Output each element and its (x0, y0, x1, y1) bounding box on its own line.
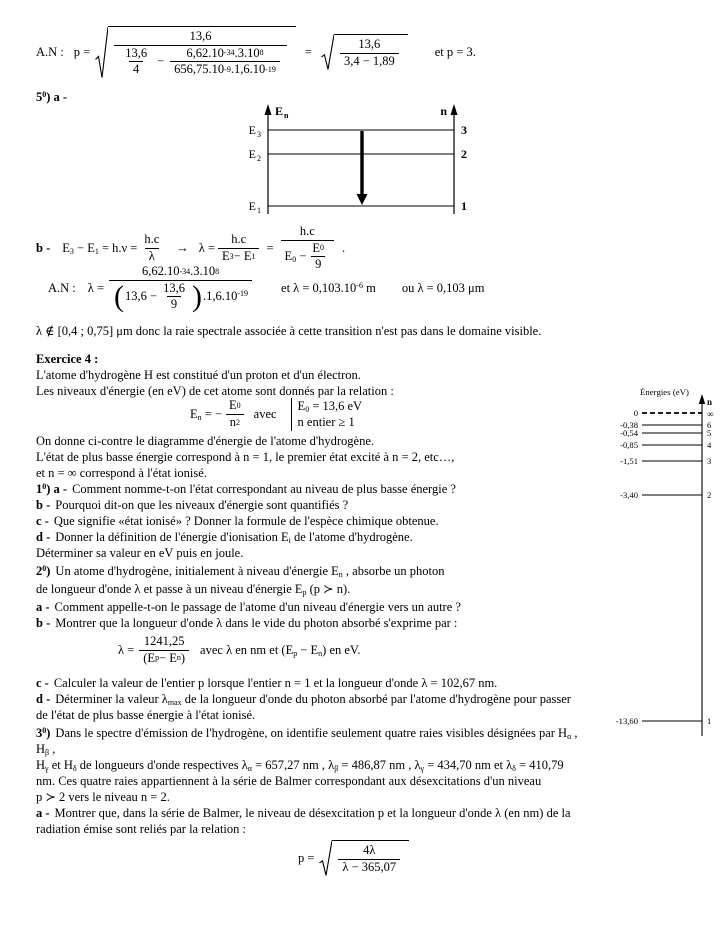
question-2d-suite: de l'état de plus basse énergie à l'état ionisé. (36, 708, 256, 722)
avec-label: avec (253, 406, 277, 421)
question-1d: d - Donner la définition de l'énergie d'ionisation $E_i$ de l'atome d'hydrogène. (36, 530, 413, 545)
question-3-line4: nm. Ces quatre raies appartiennent à la série de Balmer correspondant aux désexcitations d'un niveau (36, 774, 542, 788)
svg-text:E: E (248, 199, 256, 213)
svg-text:2: 2 (257, 154, 261, 163)
right-paren: ) (191, 279, 202, 313)
p-equals: p = (73, 44, 91, 59)
question-3-line5: p ≻ 2 vers le niveau n = 2. (36, 790, 170, 804)
svg-text:6: 6 (707, 420, 712, 430)
formula-lambda-1241 (118, 634, 360, 666)
question-2-intro: $2^0$) Un atome d'hydrogène, initialement à niveau d'énergie $E_n$ , absorbe un photon (36, 564, 445, 579)
radicand (334, 34, 408, 70)
equals-sign: = (304, 44, 312, 59)
svg-text:2: 2 (461, 147, 467, 161)
line-not-visible: λ ∉ [0,4 ; 0,75] μm donc la raie spectrale associée à cette transition n'est pas dans le domaine visible. (36, 324, 542, 338)
period: . (342, 240, 346, 255)
lambda-equals: λ = (87, 280, 105, 295)
result-text: et p = 3. (434, 44, 476, 59)
diag1-n-label: n (440, 104, 447, 118)
hc-over-e0: h.c $E_0$ − E 0 9 (281, 224, 334, 273)
an2-denominator: ( 13,6 − $\frac{13,6}{9}$ ) $.1,6.10^{-19}$ (109, 280, 252, 313)
question-2c: c - Calculer la valeur de l'entier p lorsque l'entier n = 1 et la longueur d'onde λ = 102,67 nm. (36, 676, 498, 690)
equals-sign: = (266, 240, 274, 255)
question-5a-marker: $5^0$) a - (36, 90, 68, 104)
svg-text:1: 1 (257, 206, 261, 215)
sqrt-radical-balmer (319, 840, 409, 876)
inner-13-6-over-9: $\frac{13,6}{9}$ (163, 280, 185, 312)
question-2-intro-suite: de longueur d'onde λ et passe à un niveau d'énergie $E_p$ (p ≻ n). (36, 582, 351, 597)
question-3-line2: $H_\beta$ , (36, 742, 56, 757)
svg-text:E: E (248, 147, 256, 161)
outer-fraction-den (114, 45, 287, 78)
line-atome: L'atome d'hydrogène H est constitué d'un proton et d'un électron. (36, 368, 361, 382)
line-n-infini: et n = ∞ correspond à l'état ionisé. (36, 466, 207, 480)
energy-transition-diagram (228, 102, 478, 220)
lhs-expression: $E_3 - E_1 = h.\nu$ = (62, 240, 138, 256)
e0-over-9: E 0 9 (312, 240, 325, 272)
hc-over-lambda: $\frac{h.c}{\lambda}$ (144, 232, 160, 263)
svg-text:∞: ∞ (707, 409, 714, 419)
svg-text:-0,85: -0,85 (620, 440, 638, 450)
lambda-equals: λ = (118, 642, 135, 657)
an-label: A.N : (48, 280, 76, 295)
en-lhs: $E_n$ = − (190, 406, 222, 422)
formula-en-relation (190, 398, 362, 431)
b-marker: b - (36, 240, 51, 255)
radical-icon (319, 840, 332, 876)
line-etat-basse: L'état de plus basse énergie correspond à n = 1, le premier état excité à n = 2, etc…, (36, 450, 455, 464)
an-label: A.N : (36, 44, 64, 59)
condition-n: n entier ≥ 1 (297, 415, 355, 430)
radicand (108, 26, 296, 79)
svg-text:-0,38: -0,38 (620, 420, 638, 430)
sqrt-radical-small (321, 34, 408, 70)
line-niveaux: Les niveaux d'énergie (en eV) de cet atome sont donnés par la relation : (36, 384, 394, 398)
svg-text:-0,54: -0,54 (620, 428, 638, 438)
svg-text:1: 1 (707, 716, 712, 726)
formula-an-lambda (48, 264, 484, 313)
left-paren: ( (114, 279, 125, 313)
question-1a: $1^0$) a - Comment nomme-t-on l'état correspondant au niveau de plus basse énergie ? (36, 482, 456, 496)
p-equals: p = (298, 850, 315, 865)
question-3-intro: $3^0$) Dans le spectre d'émission de l'hydrogène, on identifie seulement quatre raies visibles désignées par $H_\alpha$ , (36, 726, 578, 741)
radical-icon (95, 26, 108, 79)
formula-p-balmer (298, 840, 412, 876)
question-3a-suite: radiation émise sont reliés par la relation : (36, 822, 246, 836)
diag1-axis-label: E (275, 104, 284, 118)
hdiag-n-label: n (707, 397, 713, 407)
conditions-stack (291, 398, 363, 431)
result-m: et $\lambda = 0,103.10^{-6}$ m (281, 280, 376, 295)
e0-denominator: $E_0$ − E 0 9 (281, 240, 334, 273)
svg-text:3: 3 (461, 123, 467, 137)
radical-icon (321, 34, 334, 70)
svg-text:E: E (248, 123, 256, 137)
formula-an-p (36, 26, 476, 79)
svg-text:2: 2 (707, 490, 712, 500)
hydrogen-energy-diagram (612, 386, 718, 742)
inner-fraction-1: 13,6 4 (125, 45, 148, 77)
e0-over-n2: E 0 n 2 (225, 398, 245, 430)
question-2d: d - Déterminer la valeur $\lambda_{max}$ de la longueur d'onde du photon absorbé par l'atome d'hydrogène pour passer (36, 692, 571, 707)
hdiag-n-axis-arrow-icon (699, 394, 705, 404)
question-1c: c - Que signifie «état ionisé» ? Donner la formule de l'espèce chimique obtenue. (36, 514, 439, 528)
question-2b: b - Montrer que la longueur d'onde λ dans le vide du photon absorbé s'exprime par : (36, 616, 458, 630)
svg-text:-3,40: -3,40 (620, 490, 638, 500)
n-axis-arrow-icon (451, 104, 458, 115)
sqrt-radical-big (95, 26, 296, 79)
radicand (332, 840, 409, 876)
arrow-icon: → (176, 240, 189, 255)
svg-text:4: 4 (707, 440, 712, 450)
exercice4-title: Exercice 4 : (36, 352, 99, 366)
question-1d-suite: Déterminer sa valeur en eV puis en joule. (36, 546, 244, 560)
question-3-line3: $H_\gamma$ et $H_\delta$ de longueurs d'onde respectives $\lambda_\alpha = 657,27$ nm , $\lambda_\beta = 486,87$ nm , $\lambda_\gamma = 434,70$ nm et $\lambda_\delta = 410,79$ (36, 758, 564, 773)
fraction-1241: 1241,25 (E p − E n ) (139, 634, 189, 666)
energy-axis-arrow-icon (265, 104, 272, 115)
svg-text:-13,60: -13,60 (615, 716, 638, 726)
svg-text:1: 1 (461, 199, 467, 213)
svg-text:5: 5 (707, 428, 712, 438)
lambda-equals: λ = (198, 240, 216, 255)
svg-text:3: 3 (257, 130, 261, 139)
hc-over-e3e1: h.c E 3 − E 1 (218, 232, 259, 264)
svg-text:3: 3 (707, 456, 712, 466)
svg-text:-1,51: -1,51 (620, 456, 638, 466)
condition-e0: $E_0 = 13,6$ eV (297, 399, 363, 414)
question-1b: b - Pourquoi dit-on que les niveaux d'énergie sont quantifiés ? (36, 498, 349, 512)
result-um: ou λ = 0,103 μm (401, 280, 485, 295)
inner-fraction-2: 6,62.10 -34 .3.10 8 656,75.10 -9 .1,6.10 -19 (170, 46, 280, 78)
svg-text:0: 0 (633, 408, 638, 418)
line-ondonne: On donne ci-contre le diagramme d'énergie de l'atome d'hydrogène. (36, 434, 374, 448)
units-note: avec λ en nm et $(E_p - E_n)$ en eV. (200, 642, 361, 658)
outer-fraction: 13,6 13,6 4 − 6,62.10 -34 .3.10 8 656,75.10 -9 .1,6.10 -19 (114, 29, 287, 78)
balmer-fraction: 4λ λ − 365,07 (338, 843, 400, 875)
diag1-axis-label-sub: n (284, 111, 289, 120)
question-2a: a - Comment appelle-t-on le passage de l'atome d'un niveau d'énergie vers un autre ? (36, 600, 461, 614)
hdiag-title: Énergies (eV) (640, 387, 689, 397)
an2-fraction: 6,62.10 -34 .3.10 8 ( 13,6 − $\frac{13,6}{9}$ ) $.1,6.10^{-19}$ (109, 264, 252, 313)
minus-sign: − (157, 53, 165, 68)
transition-arrow-head-icon (357, 194, 368, 205)
question-3a: a - Montrer que, dans la série de Balmer, le niveau de désexcitation p et la longueur d'onde λ (en nm) de la (36, 806, 571, 820)
result-fraction: 13,6 3,4 − 1,89 (340, 37, 399, 69)
